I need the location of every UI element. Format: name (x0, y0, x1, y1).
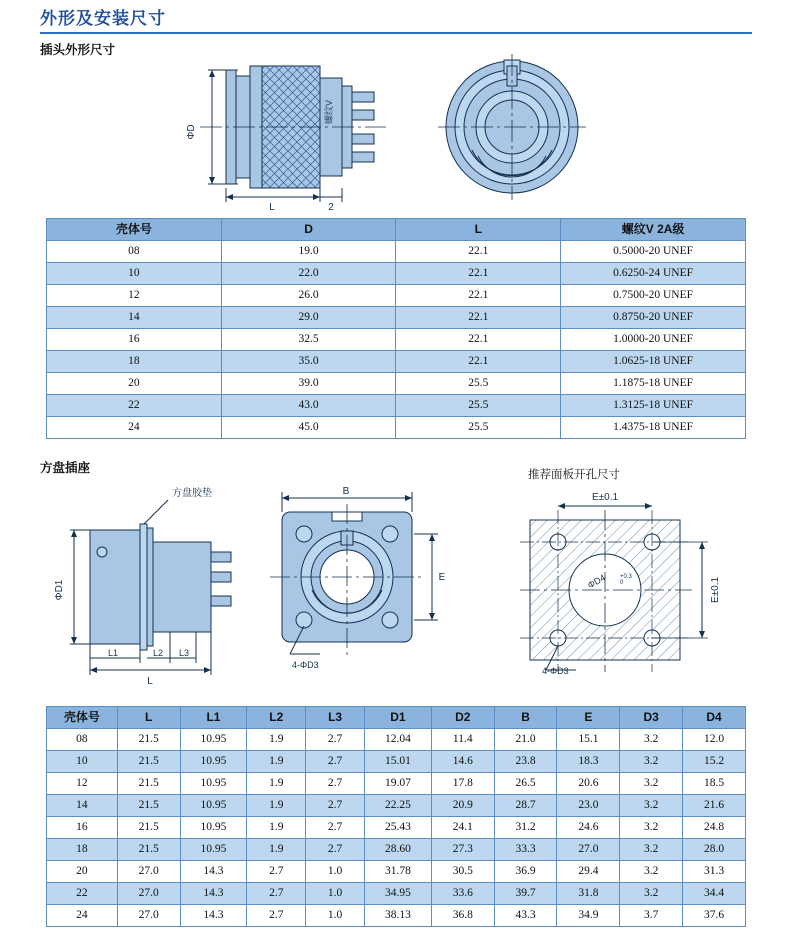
cell: 2.7 (306, 817, 365, 839)
cell: 12.0 (683, 729, 746, 751)
cell: 34.95 (365, 883, 432, 905)
cell-thread: 1.4375-18 UNEF (561, 417, 746, 439)
cell: 18.3 (557, 751, 620, 773)
cell: 15.2 (683, 751, 746, 773)
cell: 10.95 (180, 817, 247, 839)
cell: 20.9 (431, 795, 494, 817)
table-row (47, 241, 746, 263)
cell: 14.3 (180, 861, 247, 883)
label-B: B (342, 486, 350, 497)
title-underline (40, 32, 752, 34)
cell-l: 25.5 (396, 373, 561, 395)
label-phi-d: ΦD (186, 124, 197, 140)
receptacle-dimension-table-body (47, 707, 746, 927)
table-row (47, 373, 746, 395)
th2-l: L (117, 707, 180, 729)
cell: 27.0 (117, 883, 180, 905)
cell: 14.3 (180, 883, 247, 905)
table-row (47, 839, 746, 861)
cell: 2.7 (306, 839, 365, 861)
table-row (47, 263, 746, 285)
table-row (47, 729, 746, 751)
cell-l: 22.1 (396, 285, 561, 307)
cell-l: 22.1 (396, 307, 561, 329)
cell: 14.3 (180, 905, 247, 927)
cell-shell: 12 (47, 285, 222, 307)
label-L3: L3 (178, 648, 190, 658)
th-l: L (396, 219, 561, 241)
plug-outline-drawing (180, 52, 600, 212)
th2-l1: L1 (180, 707, 247, 729)
table-row (47, 351, 746, 373)
th-thread: 螺纹V 2A级 (561, 219, 746, 241)
cell: 1.0 (306, 883, 365, 905)
table-row (47, 861, 746, 883)
cell: 27.0 (117, 861, 180, 883)
cell: 08 (47, 729, 118, 751)
cell: 26.5 (494, 773, 557, 795)
cell-l: 22.1 (396, 351, 561, 373)
label-4-phi-d3: 4-ΦD3 (292, 660, 319, 670)
table-row (47, 395, 746, 417)
cell: 20 (47, 861, 118, 883)
th-shell-size: 壳体号 (47, 219, 222, 241)
label-phi-d1: ΦD1 (54, 579, 65, 601)
table-header-row (47, 707, 746, 729)
cell-shell: 24 (47, 417, 222, 439)
cell: 31.2 (494, 817, 557, 839)
table-row (47, 285, 746, 307)
cell-d: 43.0 (221, 395, 396, 417)
cell: 28.0 (683, 839, 746, 861)
cell: 31.8 (557, 883, 620, 905)
cell: 3.2 (620, 773, 683, 795)
cell-d: 45.0 (221, 417, 396, 439)
label-L2: L2 (152, 648, 164, 658)
cell: 20.6 (557, 773, 620, 795)
table-row (47, 795, 746, 817)
th2-shell: 壳体号 (47, 707, 118, 729)
cell: 21.5 (117, 729, 180, 751)
label-L1: L1 (107, 648, 119, 658)
label-phi-d4-tol-low: 0 (620, 580, 624, 586)
th2-e: E (557, 707, 620, 729)
th2-d2: D2 (431, 707, 494, 729)
cell: 28.7 (494, 795, 557, 817)
cell: 15.1 (557, 729, 620, 751)
cell: 43.3 (494, 905, 557, 927)
cell: 12 (47, 773, 118, 795)
table-row (47, 307, 746, 329)
label-L: L (269, 202, 275, 212)
cell: 11.4 (431, 729, 494, 751)
section-heading-plug: 插头外形尺寸 (40, 43, 116, 57)
label-2: 2 (328, 202, 334, 212)
table-row (47, 883, 746, 905)
label-phi-d4: ΦD4 (585, 572, 608, 591)
cell: 1.9 (247, 773, 306, 795)
cell: 3.2 (620, 839, 683, 861)
plug-dimension-table (46, 218, 746, 439)
cell: 24.8 (683, 817, 746, 839)
cell-shell: 08 (47, 241, 222, 263)
cell: 14 (47, 795, 118, 817)
cell-l: 22.1 (396, 263, 561, 285)
cell: 10.95 (180, 729, 247, 751)
cell: 14.6 (431, 751, 494, 773)
cell: 12.04 (365, 729, 432, 751)
cell-thread: 1.1875-18 UNEF (561, 373, 746, 395)
cell-d: 22.0 (221, 263, 396, 285)
cell: 3.2 (620, 883, 683, 905)
table-row (47, 905, 746, 927)
cell: 1.0 (306, 861, 365, 883)
cell-shell: 18 (47, 351, 222, 373)
cell: 10.95 (180, 751, 247, 773)
cell: 19.07 (365, 773, 432, 795)
cell: 10.95 (180, 839, 247, 861)
cell-thread: 1.0625-18 UNEF (561, 351, 746, 373)
cell: 27.0 (117, 905, 180, 927)
receptacle-dimension-table (46, 706, 746, 927)
cell-l: 25.5 (396, 395, 561, 417)
label-gasket: 方盘胶垫 (172, 488, 212, 499)
table-row (47, 417, 746, 439)
cell: 31.78 (365, 861, 432, 883)
cell: 1.9 (247, 817, 306, 839)
cell-thread: 1.0000-20 UNEF (561, 329, 746, 351)
cell-thread: 1.3125-18 UNEF (561, 395, 746, 417)
cell: 34.4 (683, 883, 746, 905)
table-row (47, 329, 746, 351)
cell: 21.6 (683, 795, 746, 817)
cell: 2.7 (247, 905, 306, 927)
cell: 21.0 (494, 729, 557, 751)
cell-d: 19.0 (221, 241, 396, 263)
panel-cutout-title: 推荐面板开孔尺寸 (528, 469, 620, 481)
label-L-total: L (147, 676, 153, 687)
cell: 39.7 (494, 883, 557, 905)
cell: 27.3 (431, 839, 494, 861)
cell-shell: 14 (47, 307, 222, 329)
cell: 3.7 (620, 905, 683, 927)
cell: 25.43 (365, 817, 432, 839)
square-flange-receptacle-drawing (50, 472, 750, 692)
cell: 10.95 (180, 773, 247, 795)
cell: 21.5 (117, 817, 180, 839)
cell: 21.5 (117, 839, 180, 861)
cell: 2.7 (247, 883, 306, 905)
cell: 34.9 (557, 905, 620, 927)
cell-l: 25.5 (396, 417, 561, 439)
cell: 37.6 (683, 905, 746, 927)
cell: 3.2 (620, 817, 683, 839)
cell: 33.3 (494, 839, 557, 861)
cell: 18.5 (683, 773, 746, 795)
cell: 2.7 (306, 729, 365, 751)
cell-d: 35.0 (221, 351, 396, 373)
cell-d: 32.5 (221, 329, 396, 351)
cell: 1.9 (247, 795, 306, 817)
label-phi-d4-tol: +0.3 (620, 574, 632, 580)
cell-d: 26.0 (221, 285, 396, 307)
cell: 1.9 (247, 839, 306, 861)
cell: 22.25 (365, 795, 432, 817)
cell: 3.2 (620, 751, 683, 773)
table-row (47, 751, 746, 773)
cell: 30.5 (431, 861, 494, 883)
cell-shell: 10 (47, 263, 222, 285)
cell: 10.95 (180, 795, 247, 817)
cell: 23.8 (494, 751, 557, 773)
cell-shell: 16 (47, 329, 222, 351)
cell-thread: 0.8750-20 UNEF (561, 307, 746, 329)
cell: 16 (47, 817, 118, 839)
cell: 27.0 (557, 839, 620, 861)
cell: 23.0 (557, 795, 620, 817)
cell: 1.0 (306, 905, 365, 927)
cell: 2.7 (247, 861, 306, 883)
plug-dimension-table-body (47, 219, 746, 439)
cell-thread: 0.7500-20 UNEF (561, 285, 746, 307)
cell: 3.2 (620, 729, 683, 751)
cell: 38.13 (365, 905, 432, 927)
th2-l3: L3 (306, 707, 365, 729)
cell-d: 39.0 (221, 373, 396, 395)
cell: 24.1 (431, 817, 494, 839)
th2-d1: D1 (365, 707, 432, 729)
table-header-row (47, 219, 746, 241)
cell: 21.5 (117, 751, 180, 773)
cell-thread: 0.6250-24 UNEF (561, 263, 746, 285)
cell: 2.7 (306, 795, 365, 817)
cell: 1.9 (247, 729, 306, 751)
cell: 3.2 (620, 861, 683, 883)
th2-d3: D3 (620, 707, 683, 729)
cell: 36.8 (431, 905, 494, 927)
label-thread-v: 螺纹V (324, 99, 334, 125)
label-E: E (438, 572, 446, 583)
cell: 3.2 (620, 795, 683, 817)
cell: 22 (47, 883, 118, 905)
cell: 21.5 (117, 773, 180, 795)
cell: 31.3 (683, 861, 746, 883)
th2-b: B (494, 707, 557, 729)
cell: 24.6 (557, 817, 620, 839)
cell: 28.60 (365, 839, 432, 861)
cell: 24 (47, 905, 118, 927)
cell-thread: 0.5000-20 UNEF (561, 241, 746, 263)
cell: 2.7 (306, 773, 365, 795)
th2-d4: D4 (683, 707, 746, 729)
cell-l: 22.1 (396, 241, 561, 263)
cell-l: 22.1 (396, 329, 561, 351)
page-title (40, 4, 752, 34)
page-title-text: 外形及安装尺寸 (40, 9, 166, 28)
th-d: D (221, 219, 396, 241)
label-4-phi-d3-panel: 4-ΦD3 (542, 666, 569, 676)
cell: 33.6 (431, 883, 494, 905)
th2-l2: L2 (247, 707, 306, 729)
cell: 29.4 (557, 861, 620, 883)
section-heading-square-flange: 方盘插座 (40, 461, 91, 475)
label-E-tol-top: E±0.1 (591, 492, 619, 503)
cell: 18 (47, 839, 118, 861)
cell: 36.9 (494, 861, 557, 883)
cell: 2.7 (306, 751, 365, 773)
cell: 21.5 (117, 795, 180, 817)
cell-shell: 20 (47, 373, 222, 395)
cell: 17.8 (431, 773, 494, 795)
table-row (47, 817, 746, 839)
cell-shell: 22 (47, 395, 222, 417)
cell: 15.01 (365, 751, 432, 773)
table-row (47, 773, 746, 795)
label-E-tol-side: E±0.1 (710, 576, 721, 604)
cell: 10 (47, 751, 118, 773)
cell-d: 29.0 (221, 307, 396, 329)
cell: 1.9 (247, 751, 306, 773)
